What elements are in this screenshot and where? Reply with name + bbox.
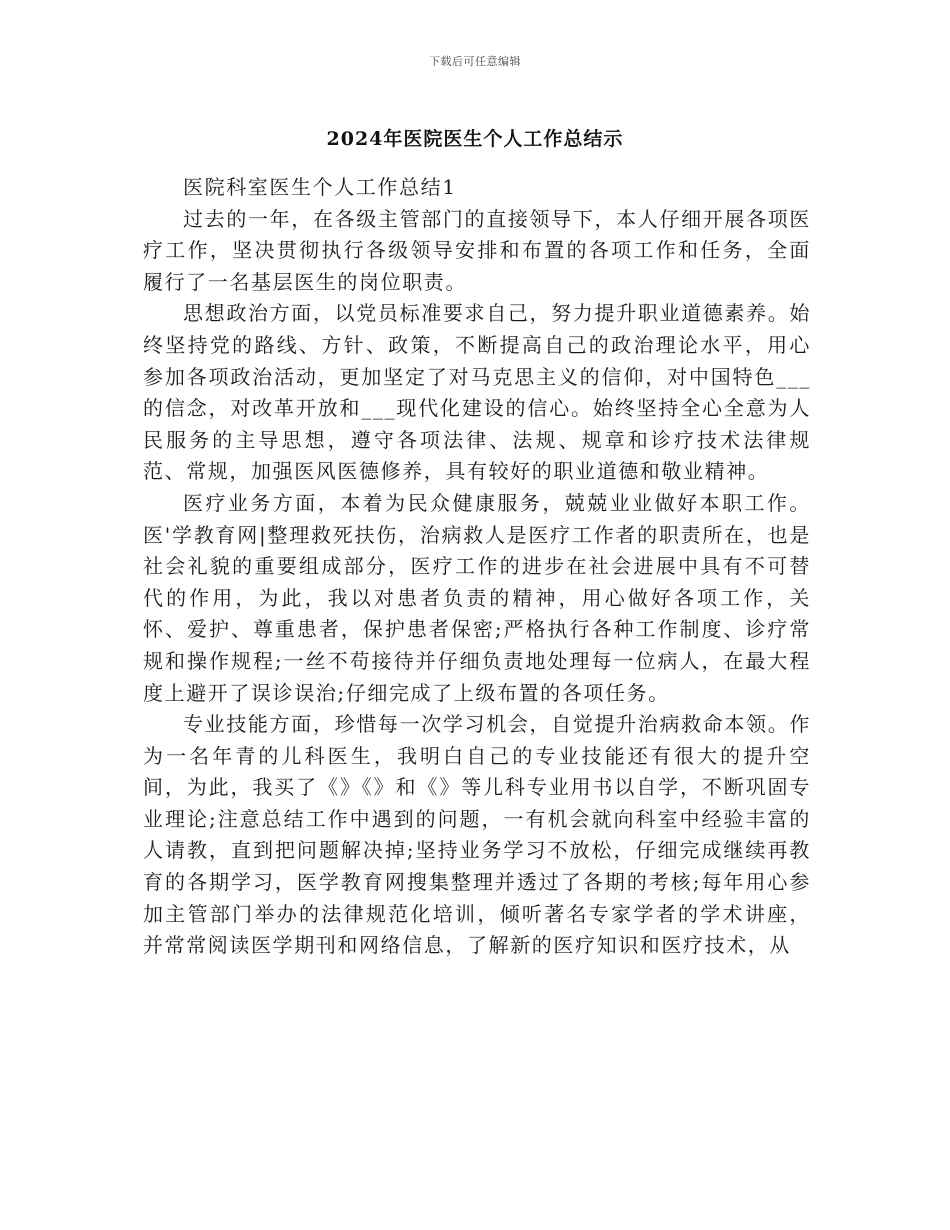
paragraph-intro: 过去的一年，在各级主管部门的直接领导下，本人仔细开展各项医疗工作，坚决贯彻执行各级领导安排和布置的各项工作和任务，全面履行了一名基层医生的岗位职责。 <box>143 206 811 294</box>
document-body <box>143 172 811 962</box>
paragraph-medical-work: 医疗业务方面，本着为民众健康服务，兢兢业业做好本职工作。医'学教育网|整理救死扶伤，治病救人是医疗工作者的职责所在，也是社会礼貌的重要组成部分，医疗工作的进步在社会进展中具有不可替代的作用，为此，我以对患者负责的精神，用心做好各项工作，关怀、爱护、尊重患者，保护患者保密;严格执行各种工作制度、诊疗常规和操作规程;一丝不苟接待并仔细负责地处理每一位病人，在最大程度上避开了误诊误治;仔细完成了上级布置的各项任务。 <box>143 490 811 705</box>
header-note: 下载后可任意编辑 <box>429 55 521 68</box>
document-title: 2024年医院医生个人工作总结示 <box>326 128 624 150</box>
paragraph-political: 思想政治方面，以党员标准要求自己，努力提升职业道德素养。始终坚持党的路线、方针、政策，不断提高自己的政治理论水平，用心参加各项政治活动，更加坚定了对马克思主义的信仰，对中国特色___的信念，对改革开放和___现代化建设的信心。始终坚持全心全意为人民服务的主导思想，遵守各项法律、法规、规章和诊疗技术法律规范、常规，加强医风医德修养，具有较好的职业道德和敬业精神。 <box>143 301 811 484</box>
paragraph-professional-skills: 专业技能方面，珍惜每一次学习机会，自觉提升治病救命本领。作为一名年青的儿科医生，我明白自己的专业技能还有很大的提升空间，为此，我买了《》《》和《》等儿科专业用书以自学，不断巩固专业理论;注意总结工作中遇到的问题，一有机会就向科室中经验丰富的人请教，直到把问题解决掉;坚持业务学习不放松，仔细完成继续再教育的各期学习，医学教育网搜集整理并透过了各期的考核;每年用心参加主管部门举办的法律规范化培训，倾听著名专家学者的学术讲座，并常常阅读医学期刊和网络信息，了解新的医疗知识和医疗技术，从 <box>143 712 811 958</box>
section-subtitle: 医院科室医生个人工作总结1 <box>183 175 457 199</box>
